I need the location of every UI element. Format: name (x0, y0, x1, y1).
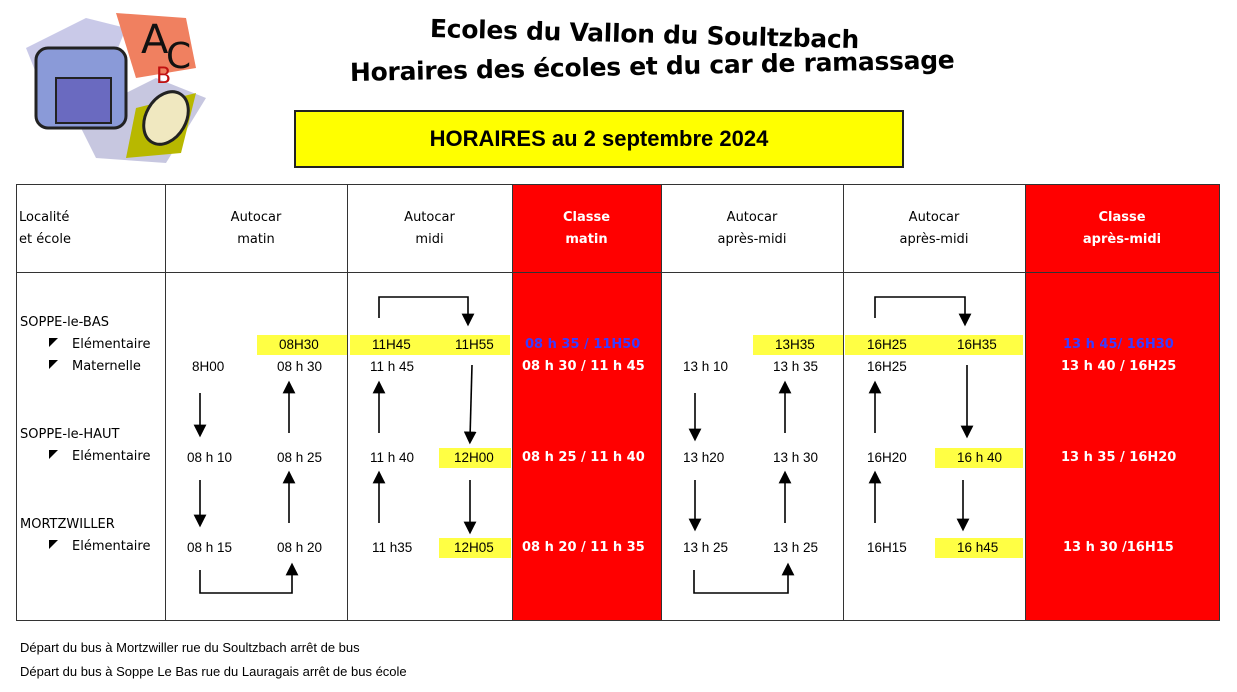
time-cell: 8H00 (192, 359, 225, 374)
header-autocar-apres-midi-2: Autocar après-midi (899, 210, 969, 247)
time-cell: 11 h 45 (370, 359, 415, 374)
time-cell: 16H35 (957, 337, 997, 352)
school-label: Elémentaire (49, 537, 150, 557)
header-autocar-apres-midi-1: Autocar après-midi (717, 210, 787, 247)
school-bag-clipart-icon (16, 8, 216, 168)
time-cell: 11 h35 (372, 540, 413, 555)
footer-note-2: Départ du bus à Soppe Le Bas rue du Lauragais arrêt de bus école (20, 664, 407, 679)
school-label: Elémentaire (49, 447, 150, 467)
page-title-line1: Ecoles du Vallon du Soultzbach (429, 14, 860, 55)
time-cell: 13 h20 (683, 450, 725, 465)
time-cell: 08 h 15 (187, 540, 233, 555)
time-cell: 16H25 (867, 359, 907, 374)
time-cell: 13 h 10 (683, 359, 729, 374)
time-cell: 08 h 25 (277, 450, 323, 465)
time-cell: 16H25 (867, 337, 907, 352)
time-cell: 11 h 40 (370, 450, 415, 465)
loop-arrow-icon (694, 569, 788, 593)
class-time-cell: 13 h 35 / 16H20 (1061, 450, 1177, 465)
school-label: Maternelle (49, 357, 141, 377)
svg-text:C: C (166, 36, 192, 77)
class-time-cell: 08 h 35 / 11H50 (525, 337, 641, 352)
header-classe-apres-midi: Classe après-midi (1082, 210, 1162, 247)
header-classe-matin: Classe matin (562, 210, 611, 247)
locality-soppe-haut: SOPPE-le-HAUT (20, 427, 120, 442)
class-time-cell: 08 h 25 / 11 h 40 (522, 450, 645, 465)
time-cell: 08H30 (279, 337, 319, 352)
schedule-table (16, 184, 1220, 621)
footer-note-1: Départ du bus à Mortzwiller rue du Soultzbach arrêt de bus (20, 640, 360, 655)
loop-arrow-icon (379, 297, 468, 320)
time-cell: 16 h 40 (957, 450, 1003, 465)
header-autocar-matin: Autocar matin (230, 210, 282, 247)
page-title-line2: Horaires des écoles et du car de ramassage (349, 45, 955, 87)
time-cell: 16H20 (867, 450, 907, 465)
svg-text:B: B (156, 64, 172, 89)
time-cell: 16H15 (867, 540, 907, 555)
time-cell: 13 h 30 (773, 450, 819, 465)
svg-text:A: A (141, 17, 169, 63)
time-cell: 13 h 35 (773, 359, 819, 374)
route-arrows (17, 185, 1219, 620)
time-cell: 13H35 (775, 337, 815, 352)
header-localite: Localité et école (19, 210, 71, 247)
class-time-cell: 08 h 30 / 11 h 45 (522, 359, 645, 374)
locality-soppe-bas: SOPPE-le-BAS (20, 315, 109, 330)
class-time-cell: 13 h 40 / 16H25 (1061, 359, 1177, 374)
time-cell: 13 h 25 (683, 540, 729, 555)
school-label: Elémentaire (49, 335, 150, 355)
time-cell: 12H00 (454, 450, 494, 465)
class-time-cell: 08 h 20 / 11 h 35 (522, 540, 645, 555)
locality-mortzwiller: MORTZWILLER (20, 517, 115, 532)
class-time-cell: 13 h 45/ 16H30 (1063, 337, 1174, 352)
time-cell: 08 h 10 (187, 450, 233, 465)
schedule-date-banner: HORAIRES au 2 septembre 2024 (294, 110, 904, 168)
time-cell: 11H45 (372, 337, 411, 352)
time-cell: 16 h45 (957, 540, 999, 555)
header-autocar-midi: Autocar midi (404, 210, 455, 247)
class-time-cell: 13 h 30 /16H15 (1063, 540, 1174, 555)
time-cell: 08 h 20 (277, 540, 323, 555)
time-cell: 12H05 (454, 540, 494, 555)
time-cell: 08 h 30 (277, 359, 323, 374)
time-cell: 13 h 25 (773, 540, 819, 555)
loop-arrow-icon (875, 297, 965, 320)
loop-arrow-icon (200, 569, 292, 593)
time-cell: 11H55 (455, 337, 494, 352)
arrow-down-icon (470, 365, 472, 438)
